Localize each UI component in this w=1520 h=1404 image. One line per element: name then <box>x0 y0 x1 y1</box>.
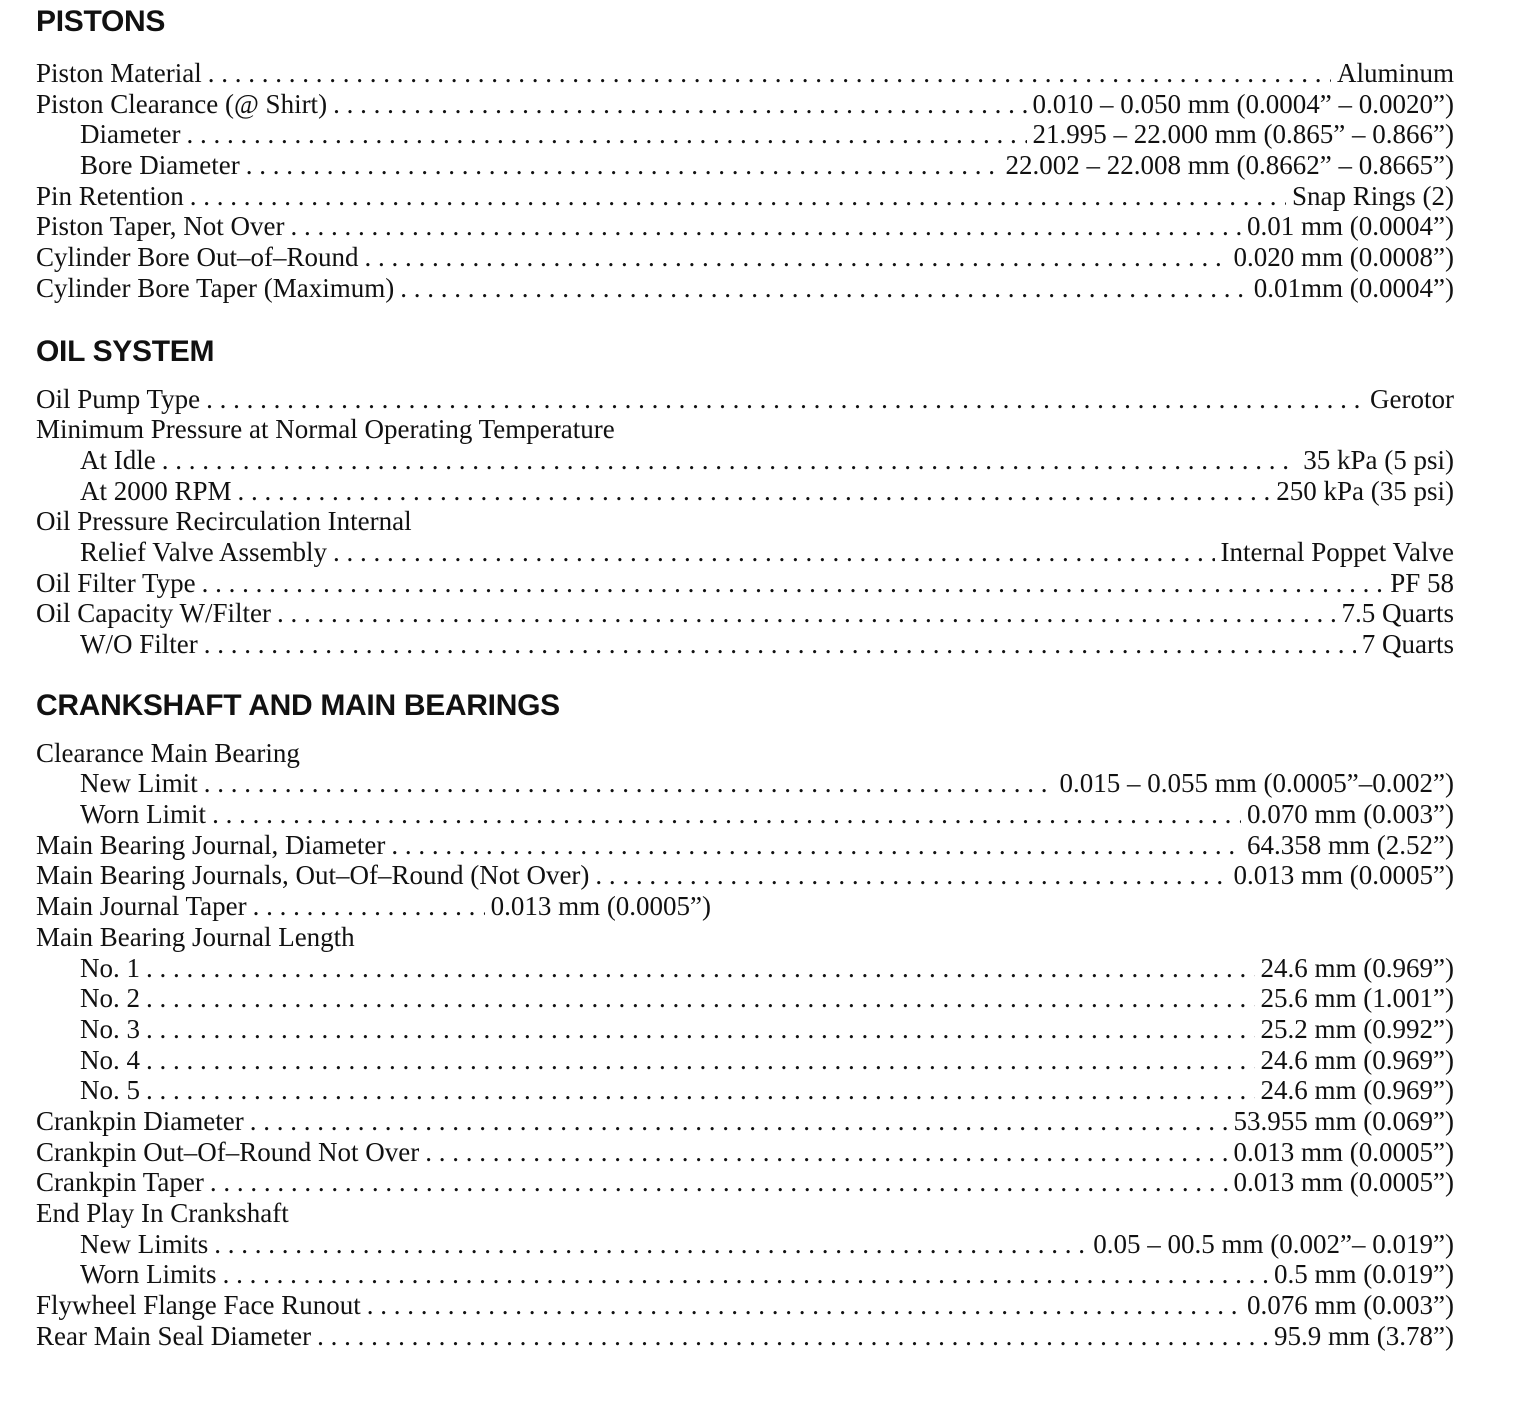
spec-label: Cylinder Bore Out–of–Round <box>36 242 359 273</box>
spec-value: 0.013 mm (0.0005”) <box>1233 1167 1454 1198</box>
spec-value: Internal Poppet Valve <box>1220 536 1454 567</box>
spec-row <box>36 119 1454 150</box>
spec-row <box>36 1014 1454 1045</box>
leader-dots <box>162 445 1298 476</box>
leader-dots <box>146 953 1255 984</box>
spec-value: 24.6 mm (0.969”) <box>1260 1044 1454 1075</box>
spec-value: 7.5 Quarts <box>1341 598 1454 629</box>
spec-row <box>36 89 1454 120</box>
leader-dots <box>400 273 1247 304</box>
spec-value: 0.05 – 00.5 mm (0.002”– 0.019”) <box>1093 1228 1454 1259</box>
spec-row <box>36 891 1454 922</box>
spec-row <box>36 445 1454 476</box>
spec-value: Snap Rings (2) <box>1292 180 1454 211</box>
spec-value: 64.358 mm (2.52”) <box>1247 829 1454 860</box>
leader-dots <box>204 629 1356 660</box>
section-crankshaft <box>36 688 1454 1352</box>
spec-value: 35 kPa (5 psi) <box>1303 444 1454 475</box>
spec-label: W/O Filter <box>80 629 198 659</box>
spec-label: Rear Main Seal Diameter <box>36 1320 312 1351</box>
leader-dots <box>595 860 1227 891</box>
spec-row <box>36 1229 1454 1260</box>
spec-value: PF 58 <box>1390 567 1454 598</box>
spec-value: 0.010 – 0.050 mm (0.0004” – 0.0020”) <box>1032 88 1454 119</box>
spec-value: 24.6 mm (0.969”) <box>1260 952 1454 983</box>
spec-label: No. 1 <box>80 952 140 983</box>
spec-row <box>36 242 1454 273</box>
spec-row <box>36 1290 1454 1321</box>
spec-label: At Idle <box>80 444 156 475</box>
spec-value: Gerotor <box>1370 383 1454 414</box>
spec-row <box>36 860 1454 891</box>
spec-group-heading <box>36 738 1454 769</box>
leader-dots <box>246 150 1000 181</box>
spec-row <box>36 1167 1454 1198</box>
spec-value: Aluminum <box>1336 58 1454 88</box>
section-title: OIL SYSTEM <box>36 334 215 368</box>
spec-group-heading <box>36 414 1454 445</box>
leader-dots <box>333 537 1215 568</box>
spec-label: Worn Limit <box>80 799 207 830</box>
spec-value: 0.5 mm (0.019”) <box>1274 1259 1454 1290</box>
spec-label: Oil Filter Type <box>36 567 196 598</box>
spec-label: Crankpin Taper <box>36 1167 204 1198</box>
spec-label: Bore Diameter <box>80 150 240 181</box>
section-oil-system <box>36 334 1454 660</box>
spec-row <box>36 983 1454 1014</box>
leader-dots <box>208 58 1331 89</box>
leader-dots <box>277 598 1336 629</box>
spec-label: Worn Limits <box>80 1259 217 1290</box>
leader-dots <box>425 1137 1227 1168</box>
leader-dots <box>186 119 1026 150</box>
spec-row <box>36 830 1454 861</box>
spec-row <box>36 273 1454 304</box>
spec-value: 7 Quarts <box>1361 629 1454 659</box>
spec-label: Main Bearing Journals, Out–Of–Round (Not Over) <box>36 860 590 891</box>
spec-value: 0.015 – 0.055 mm (0.0005”–0.002”) <box>1059 768 1454 799</box>
leader-dots <box>238 476 1271 507</box>
spec-value: 0.076 mm (0.003”) <box>1247 1290 1454 1321</box>
spec-group-heading <box>36 506 1454 537</box>
section-pistons <box>36 4 1454 304</box>
leader-dots <box>190 181 1286 212</box>
spec-label: No. 5 <box>80 1075 140 1106</box>
spec-value: 0.013 mm (0.0005”) <box>1233 1136 1454 1167</box>
leader-dots <box>210 1167 1228 1198</box>
spec-row <box>36 150 1454 181</box>
spec-value: 53.955 mm (0.069”) <box>1233 1105 1454 1136</box>
leader-dots <box>146 983 1255 1014</box>
spec-label: End Play In Crankshaft <box>36 1198 289 1228</box>
spec-value: 0.020 mm (0.0008”) <box>1233 242 1454 273</box>
spec-row <box>36 799 1454 830</box>
leader-dots <box>253 891 485 922</box>
spec-row <box>36 181 1454 212</box>
leader-dots <box>364 242 1227 273</box>
spec-sheet <box>36 0 1454 1351</box>
leader-dots <box>391 830 1241 861</box>
spec-label: Oil Capacity W/Filter <box>36 598 271 629</box>
spec-value: 0.01mm (0.0004”) <box>1253 272 1454 303</box>
leader-dots <box>212 799 1241 830</box>
spec-value: 21.995 – 22.000 mm (0.865” – 0.866”) <box>1032 119 1454 150</box>
spec-label: Diameter <box>80 119 181 150</box>
spec-label: Piston Material <box>36 58 202 88</box>
leader-dots <box>214 1229 1087 1260</box>
spec-value: 25.6 mm (1.001”) <box>1260 983 1454 1014</box>
spec-row <box>36 384 1454 415</box>
spec-label: Pin Retention <box>36 180 184 211</box>
leader-dots <box>206 384 1364 415</box>
spec-row <box>36 1106 1454 1137</box>
spec-group-heading <box>36 1198 1454 1229</box>
spec-label: No. 3 <box>80 1013 140 1044</box>
spec-row <box>36 629 1454 660</box>
leader-dots <box>146 1075 1255 1106</box>
spec-label: Crankpin Out–Of–Round Not Over <box>36 1136 420 1167</box>
spec-label: New Limits <box>80 1228 209 1259</box>
spec-label: Clearance Main Bearing <box>36 737 300 768</box>
spec-label: New Limit <box>80 768 198 799</box>
spec-row <box>36 1321 1454 1352</box>
spec-value: 24.6 mm (0.969”) <box>1260 1075 1454 1106</box>
leader-dots <box>204 768 1054 799</box>
leader-dots <box>146 1045 1255 1076</box>
spec-label: Main Bearing Journal, Diameter <box>36 829 386 860</box>
spec-value: 0.013 mm (0.0005”) <box>490 891 712 922</box>
spec-label: Oil Pump Type <box>36 383 201 414</box>
leader-dots <box>291 211 1242 242</box>
spec-value: 95.9 mm (3.78”) <box>1274 1320 1454 1351</box>
spec-label: Relief Valve Assembly <box>80 536 327 567</box>
spec-value: 250 kPa (35 psi) <box>1276 475 1454 506</box>
spec-group-heading <box>36 922 1454 953</box>
spec-label: Oil Pressure Recirculation Internal <box>36 506 412 537</box>
spec-row <box>36 568 1454 599</box>
spec-row <box>36 58 1454 89</box>
leader-dots <box>250 1106 1228 1137</box>
spec-value: 0.070 mm (0.003”) <box>1247 799 1454 830</box>
spec-row <box>36 211 1454 242</box>
leader-dots <box>223 1259 1268 1290</box>
spec-label: No. 2 <box>80 983 140 1014</box>
spec-label: Cylinder Bore Taper (Maximum) <box>36 272 395 303</box>
spec-row <box>36 1137 1454 1168</box>
spec-row <box>36 598 1454 629</box>
spec-label: Minimum Pressure at Normal Operating Temperature <box>36 414 615 445</box>
spec-row <box>36 476 1454 507</box>
spec-value: 0.013 mm (0.0005”) <box>1233 860 1454 891</box>
spec-label: Piston Clearance (@ Shirt) <box>36 88 328 119</box>
spec-row <box>36 1259 1454 1290</box>
leader-dots <box>317 1321 1268 1352</box>
spec-label: At 2000 RPM <box>80 475 232 506</box>
spec-value: 22.002 – 22.008 mm (0.8662” – 0.8665”) <box>1005 150 1454 181</box>
spec-row <box>36 953 1454 984</box>
spec-label: Piston Taper, Not Over <box>36 211 285 242</box>
leader-dots <box>333 89 1026 120</box>
section-title: PISTONS <box>36 5 166 38</box>
spec-label: Flywheel Flange Face Runout <box>36 1290 361 1321</box>
leader-dots <box>202 568 1385 599</box>
spec-value: 25.2 mm (0.992”) <box>1260 1013 1454 1044</box>
spec-row <box>36 537 1454 568</box>
section-title: CRANKSHAFT AND MAIN BEARINGS <box>36 688 560 722</box>
spec-row <box>36 768 1454 799</box>
leader-dots <box>146 1014 1255 1045</box>
spec-label: Main Bearing Journal Length <box>36 921 355 952</box>
spec-label: No. 4 <box>80 1044 140 1075</box>
spec-label: Main Journal Taper <box>36 891 247 922</box>
spec-row <box>36 1045 1454 1076</box>
leader-dots <box>367 1290 1241 1321</box>
spec-value: 0.01 mm (0.0004”) <box>1247 211 1454 242</box>
spec-row <box>36 1075 1454 1106</box>
spec-label: Crankpin Diameter <box>36 1105 244 1136</box>
